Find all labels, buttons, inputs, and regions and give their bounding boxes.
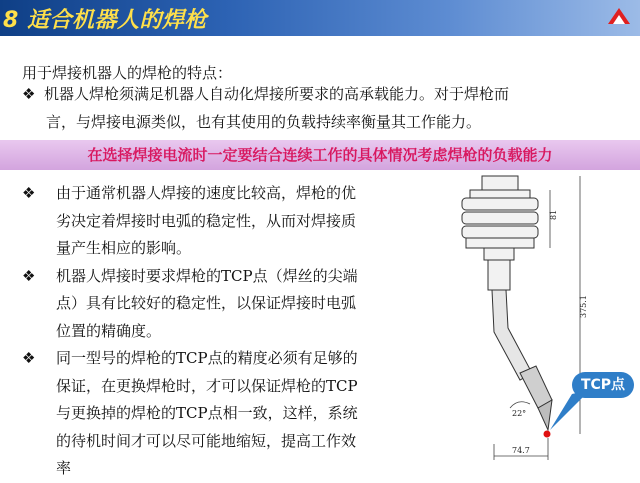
paragraph-1-line-1: 机器人焊枪须满足机器人自动化焊接所要求的高承载能力。对于焊枪而 bbox=[44, 85, 510, 103]
feature-list bbox=[22, 180, 442, 483]
item-line: 由于通常机器人焊接的速度比较高，焊枪的优 bbox=[56, 184, 357, 202]
dim-width-label: 74.7 bbox=[512, 446, 530, 455]
item-line: 点）具有比较好的稳定性，以保证焊接时电弧 bbox=[56, 294, 357, 312]
highlight-banner bbox=[0, 140, 640, 170]
item-line: 率 bbox=[56, 459, 72, 477]
item-line: 劣决定着焊接时电弧的稳定性，从而对焊接质 bbox=[56, 211, 357, 230]
item-line: 位置的精确度。 bbox=[56, 321, 162, 340]
torch-body bbox=[462, 176, 538, 290]
company-logo-icon bbox=[606, 6, 632, 28]
highlight-text: 在选择焊接电流时一定要结合连续工作的具体情况考虑焊枪的负载能力 bbox=[87, 146, 553, 164]
item-line: 的待机时间才可以尽可能地缩短，提高工作效 bbox=[56, 431, 357, 450]
paragraph-1-line-2: 言，与焊接电源类似，也有其使用的负载持续率衡量其工作能力。 bbox=[46, 113, 482, 131]
diamond-bullet-icon: ❖ bbox=[22, 266, 36, 285]
item-line: 同一型号的焊枪的TCP点的精度必须有足够的 bbox=[56, 349, 358, 367]
diamond-bullet-icon: ❖ bbox=[22, 349, 36, 367]
list-item bbox=[22, 345, 442, 483]
tcp-point-marker bbox=[544, 431, 551, 438]
item-line: 与更换掉的焊枪的TCP点相一致，这样，系统 bbox=[56, 404, 358, 422]
tcp-callout: TCP点 bbox=[572, 372, 634, 398]
dim-height-total-label: 375.1 bbox=[579, 295, 588, 318]
list-item bbox=[22, 180, 442, 263]
page-title: 8 适合机器人的焊枪 bbox=[3, 8, 207, 33]
list-item bbox=[22, 263, 442, 346]
paragraph-1 bbox=[22, 80, 634, 136]
diamond-bullet-icon: ❖ bbox=[22, 85, 36, 103]
header-bar bbox=[0, 0, 640, 36]
item-line: 保证，在更换焊枪时，才可以保证焊枪的TCP bbox=[56, 376, 358, 395]
torch-drawing bbox=[440, 168, 640, 466]
item-line: 机器人焊接时要求焊枪的TCP点（焊丝的尖端 bbox=[56, 266, 358, 285]
dim-angle-label: 22° bbox=[512, 409, 527, 418]
diamond-bullet-icon: ❖ bbox=[22, 184, 36, 202]
dim-height-top-label: 81 bbox=[549, 209, 558, 220]
intro-text: 用于焊接机器人的焊枪的特点： bbox=[22, 64, 233, 82]
item-line: 量产生相应的影响。 bbox=[56, 239, 192, 257]
